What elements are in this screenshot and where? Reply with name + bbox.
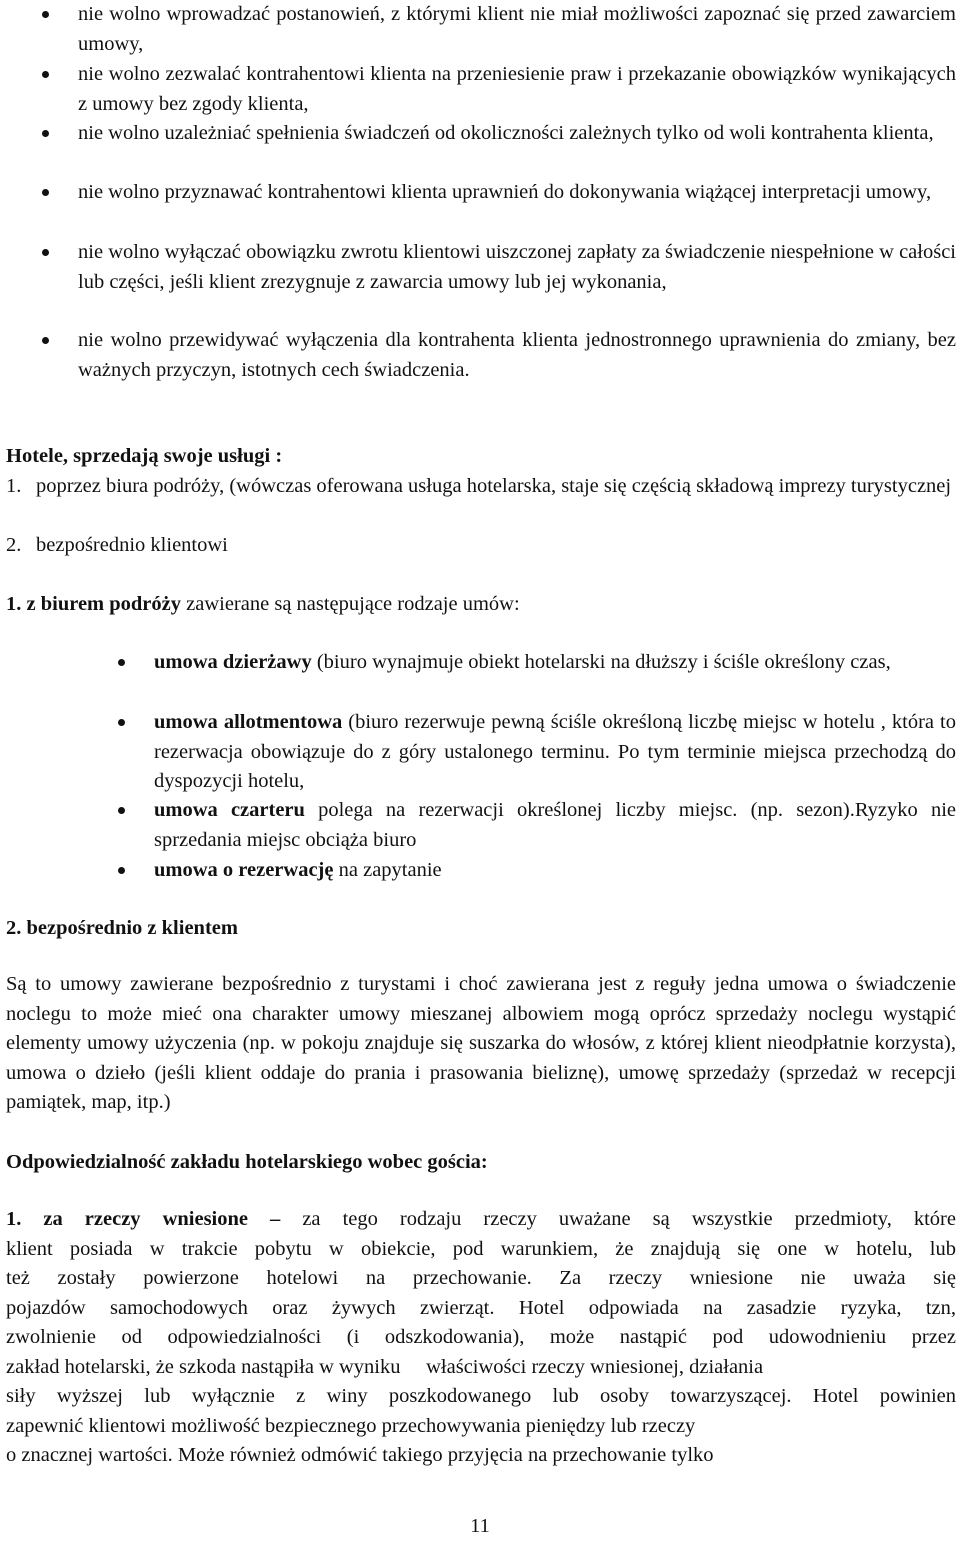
liability-line: za tego rodzaju rzeczy uważane są wszystkie przedmioty, które xyxy=(280,1208,956,1230)
paragraph-liability xyxy=(6,1205,956,1471)
bullet-icon xyxy=(118,867,125,874)
liability-line: klient posiada w trakcie pobytu w obiekcie, pod warunkiem, że znajdują się one w hotelu, lub xyxy=(6,1237,956,1260)
liability-line: zwolnienie od odpowiedzialności (i odszkodowania), może nastąpić pod udowodnieniu przez xyxy=(6,1326,956,1348)
contract-description: (biuro wynajmuje obiekt hotelarski na dłuższy i ściśle określony czas, xyxy=(311,651,891,673)
liability-line: pojazdów samochodowych oraz żywych zwierząt. Hotel odpowiada na zasadzie ryzyka, tzn, xyxy=(6,1296,956,1319)
list-item xyxy=(6,856,956,886)
list-item-text: nie wolno przyznawać kontrahentowi klienta uprawnień do dokonywania wiążącej interpretacji umowy, xyxy=(78,181,932,203)
numbered-item xyxy=(6,531,956,561)
bullet-icon xyxy=(42,249,49,256)
list-item xyxy=(6,238,956,297)
list-item-text: nie wolno uzależniać spełnienia świadczeń od okoliczności zależnych tylko od woli kontrahenta klienta, xyxy=(78,122,934,144)
list-item-text: nie wolno zezwalać kontrahentowi klienta na przeniesienie praw i przekazanie obowiązków wynikających z umowy bez zgody klienta, xyxy=(78,63,956,115)
section-heading-direct-client: 2. bezpośrednio z klientem xyxy=(6,917,238,939)
list-item xyxy=(6,119,956,149)
liability-line: o znacznej wartości. Może również odmówić takiego przyjęcia na przechowanie tylko xyxy=(6,1444,714,1466)
section-heading-travel-agency xyxy=(6,590,956,620)
bullet-icon xyxy=(42,189,49,196)
page-number: 11 xyxy=(470,1515,490,1537)
list-item xyxy=(6,178,956,208)
contract-type: umowa czarteru xyxy=(154,799,305,821)
paragraph-direct-contracts: Są to umowy zawierane bezpośrednio z turystami i choć zawierana jest z reguły jedna umowa o świadczenie noclegu to może mieć ona charakter umowy mieszanej albowiem mogą oprócz sprzedaży noclegu wystąpić elementy umowy użyczenia (np. w pokoju znajduje się suszarka do włosów, z której klient nieodpłatnie korzysta), umowa o dzieło (jeśli klient oddaje do prania i prasowania bieliznę), umowę sprzedaży (sprzedaż w recepcji pamiątek, map, itp.) xyxy=(6,973,956,1113)
liability-line: zakład hotelarski, że szkoda nastąpiła w wyniku właściwości rzeczy wniesionej, działania xyxy=(6,1355,764,1378)
list-item xyxy=(6,60,956,119)
liability-line: też zostały powierzone hotelowi na przechowanie. Za rzeczy wniesione nie uważa się xyxy=(6,1267,956,1289)
heading-bold: 1. z biurem podróży xyxy=(6,593,182,615)
item-number: 1. xyxy=(6,475,22,497)
bullet-icon xyxy=(118,659,125,666)
list-item-text: nie wolno przewidywać wyłączenia dla kontrahenta klienta jednostronnego uprawnienia do zmiany, bez ważnych przyczyn, istotnych cech świadczenia. xyxy=(78,329,956,381)
contract-type: umowa allotmentowa xyxy=(154,711,343,733)
bullet-icon xyxy=(42,71,49,78)
section-heading-liability: Odpowiedzialność zakładu hotelarskiego wobec gościa: xyxy=(6,1151,488,1173)
item-number: 2. xyxy=(6,534,22,556)
contract-type: umowa dzierżawy xyxy=(154,651,312,673)
item-text: bezpośrednio klientowi xyxy=(36,534,228,556)
bullet-icon xyxy=(42,337,49,344)
contract-description: polega na rezerwacji określonej liczby miejsc. (np. sezon).Ryzyko nie sprzedania miejsc obciąża biuro xyxy=(154,799,956,851)
liability-lead: 1. za rzeczy wniesione – xyxy=(6,1208,281,1230)
list-item-text: nie wolno wyłączać obowiązku zwrotu klientowi uiszczonej zapłaty za świadczenie niespełnione w całości lub części, jeśli klient zrezygnuje z zawarcia umowy lub jej wykonania, xyxy=(78,241,956,293)
contract-description: na zapytanie xyxy=(333,859,442,881)
list-item xyxy=(6,326,956,385)
list-item xyxy=(6,708,956,797)
liability-line: siły wyższej lub wyłącznie z winy poszkodowanego lub osoby towarzyszącej. Hotel powinien xyxy=(6,1385,956,1407)
list-item xyxy=(6,0,956,59)
list-item xyxy=(6,796,956,855)
section-heading-hotels: Hotele, sprzedają swoje usługi : xyxy=(6,445,283,467)
heading-rest: zawierane są następujące rodzaje umów: xyxy=(181,593,520,615)
liability-line: zapewnić klientowi możliwość bezpiecznego przechowywania pieniędzy lub rzeczy xyxy=(6,1414,696,1437)
item-text: poprzez biura podróży, (wówczas oferowana usługa hotelarska, staje się częścią składową imprezy turystycznej xyxy=(36,475,952,497)
numbered-item xyxy=(6,472,956,502)
list-item-text: nie wolno wprowadzać postanowień, z którymi klient nie miał możliwości zapoznać się przed zawarciem umowy, xyxy=(78,3,956,55)
contract-description: (biuro rezerwuje pewną ściśle określoną liczbę miejsc w hotelu , która to rezerwacja obowiązuje do z góry ustalonego terminu. Po tym terminie miejsca przechodzą do dyspozycji hotelu, xyxy=(154,711,956,792)
bullet-icon xyxy=(42,130,49,137)
bullet-icon xyxy=(118,719,125,726)
list-item xyxy=(6,648,956,678)
contract-type: umowa o rezerwację xyxy=(154,859,334,881)
bullet-icon xyxy=(118,807,125,814)
bullet-icon xyxy=(42,11,49,18)
